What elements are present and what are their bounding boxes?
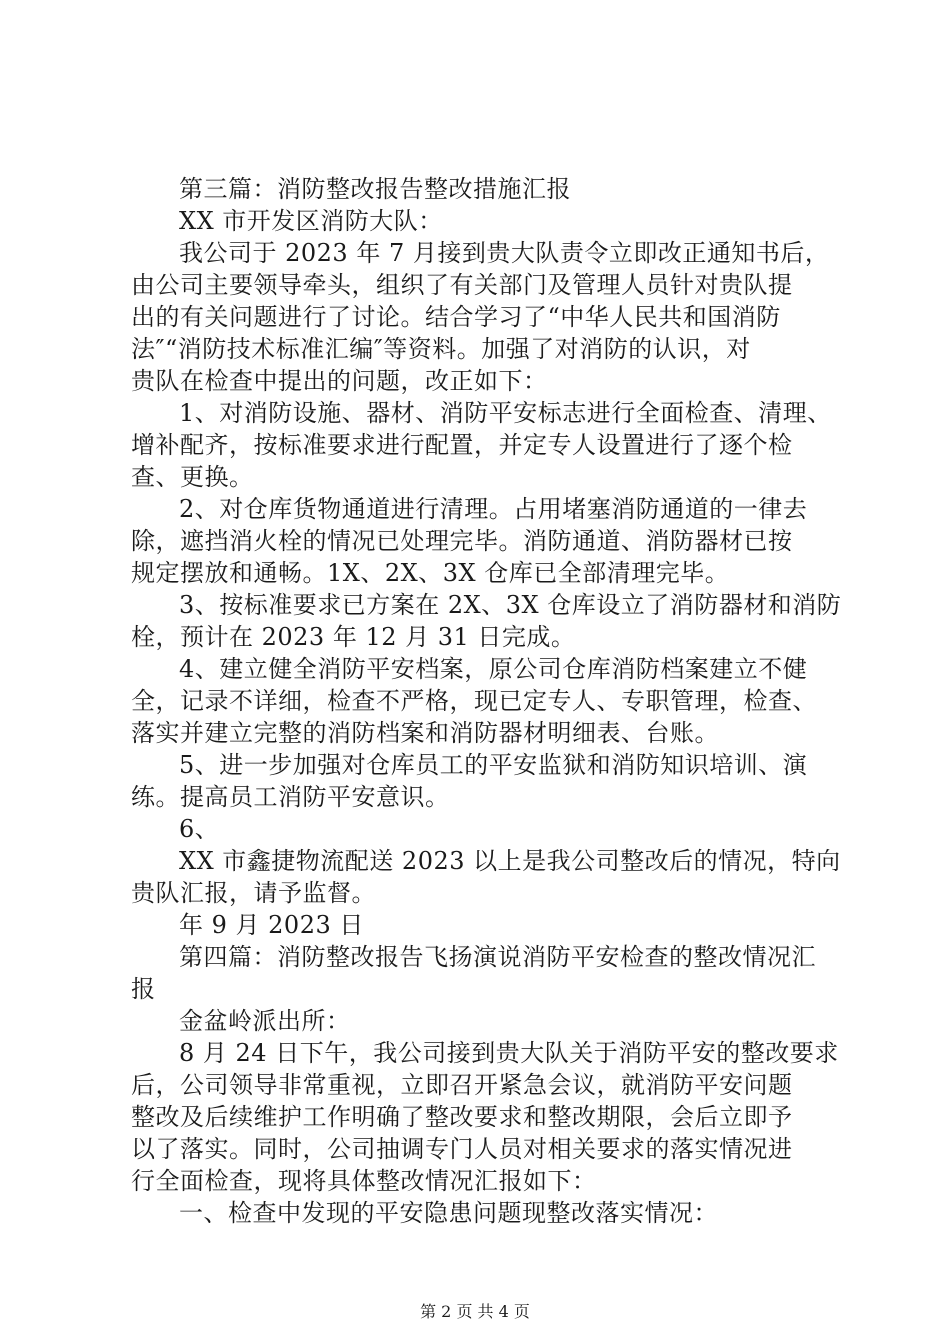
paragraph-line: 8 月 24 日下午，我公司接到贵大队关于消防平安的整改要求 [179,1039,839,1067]
list-item-5: 5、进一步加强对仓库员工的平安监狱和消防知识培训、演 [179,751,808,779]
paragraph-line: 练。提高员工消防平安意识。 [131,783,450,811]
date-line: 年 9 月 2023 日 [179,911,364,939]
list-item-3: 3、按标准要求已方案在 2X、3X 仓库设立了消防器材和消防 [179,591,842,619]
addressee-2: 金盆岭派出所： [179,1007,351,1035]
paragraph-line: 除，遮挡消火栓的情况已处理完毕。消防通道、消防器材已按 [131,527,793,555]
paragraph-line: 后，公司领导非常重视，立即召开紧急会议，就消防平安问题 [131,1071,793,1099]
paragraph-line: 行全面检查，现将具体整改情况汇报如下： [131,1167,597,1195]
paragraph-line: 由公司主要领导牵头，组织了有关部门及管理人员针对贵队提 [131,271,793,299]
page-footer: 第 2 页 共 4 页 [420,1302,530,1321]
paragraph-line: 贵队汇报，请予监督。 [131,879,376,907]
section-4-title-cont: 报 [131,975,156,1003]
section-4-title: 第四篇：消防整改报告飞扬演说消防平安检查的整改情况汇 [179,943,816,971]
document-body [131,173,856,1229]
paragraph-line: 我公司于 2023 年 7 月接到贵大队责令立即改正通知书后， [179,239,830,267]
paragraph-line: 落实并建立完整的消防档案和消防器材明细表、台账。 [131,719,719,747]
paragraph-line: 整改及后续维护工作明确了整改要求和整改期限，会后立即予 [131,1103,793,1131]
subheading: 一、检查中发现的平安隐患问题现整改落实情况： [179,1199,718,1227]
addressee-1: XX 市开发区消防大队： [179,207,443,235]
paragraph-line: 增补配齐，按标准要求进行配置，并定专人设置进行了逐个检 [131,431,793,459]
paragraph-line: 栓，预计在 2023 年 12 月 31 日完成。 [131,623,576,651]
list-item-2: 2、对仓库货物通道进行清理。占用堵塞消防通道的一律去 [179,495,808,523]
section-3-title: 第三篇：消防整改报告整改措施汇报 [179,175,571,203]
signature-line: XX 市鑫捷物流配送 2023 以上是我公司整改后的情况，特向 [179,847,841,875]
paragraph-line: 规定摆放和通畅。1X、2X、3X 仓库已全部清理完毕。 [131,559,730,587]
paragraph-line: 法″“消防技术标准汇编″等资料。加强了对消防的认识，对 [131,335,751,363]
paragraph-line: 出的有关问题进行了讨论。结合学习了“中华人民共和国消防 [131,303,781,331]
paragraph-line: 全，记录不详细，检查不严格，现已定专人、专职管理，检查、 [131,687,817,715]
list-item-1: 1、对消防设施、器材、消防平安标志进行全面检查、清理、 [179,399,832,427]
paragraph-line: 以了落实。同时，公司抽调专门人员对相关要求的落实情况进 [131,1135,793,1163]
paragraph-line: 贵队在检查中提出的问题，改正如下： [131,367,548,395]
list-item-4: 4、建立健全消防平安档案，原公司仓库消防档案建立不健 [179,655,808,683]
list-item-6: 6、 [179,815,220,843]
paragraph-line: 查、更换。 [131,463,254,491]
